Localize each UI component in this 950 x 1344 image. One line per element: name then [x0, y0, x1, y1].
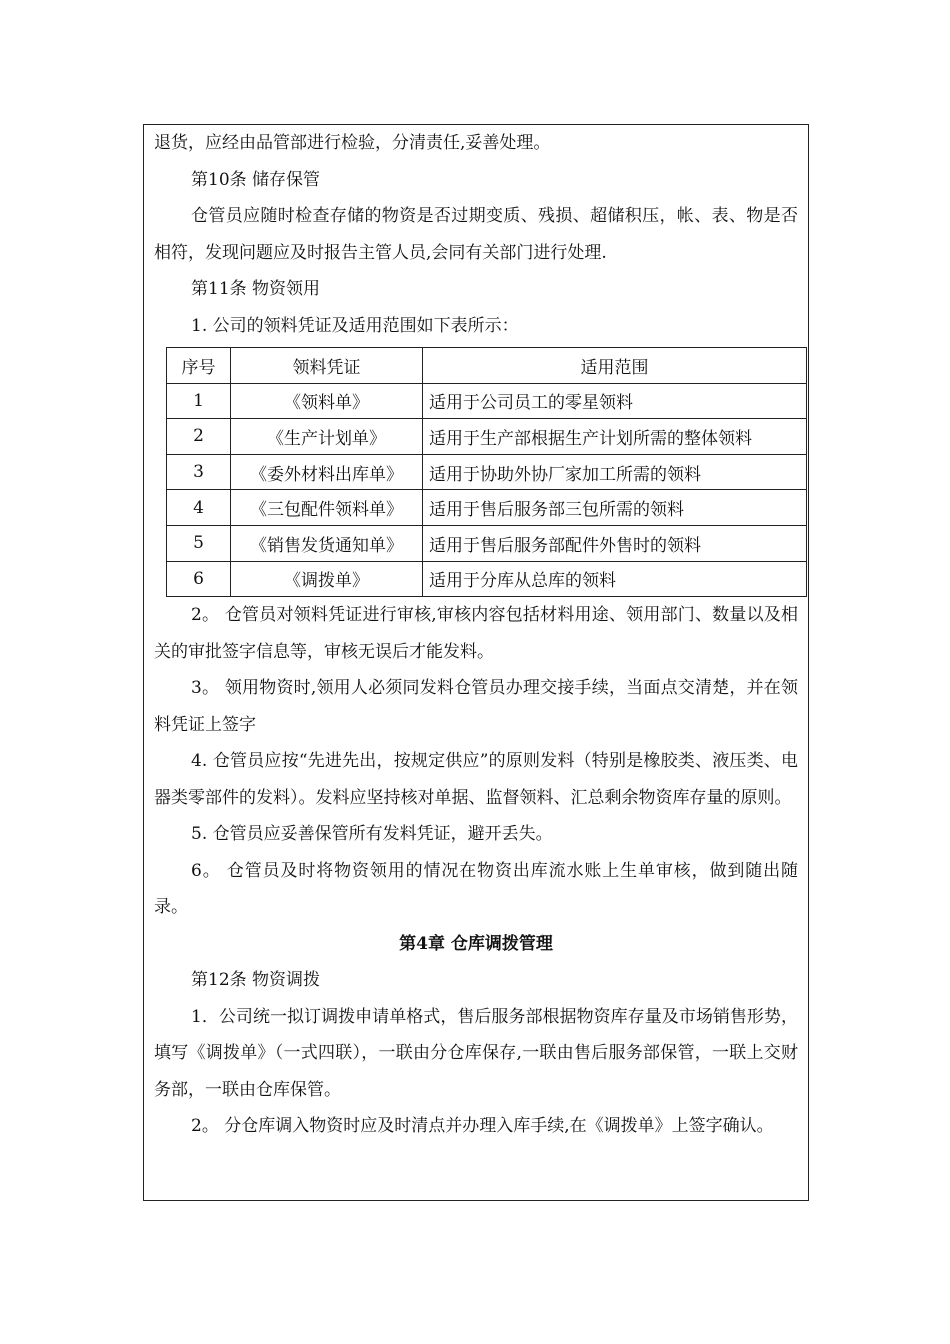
table-cell: 5	[167, 525, 231, 561]
article-12-heading: 第12条 物资调拨	[191, 970, 321, 991]
table-header-cell: 领料凭证	[231, 348, 423, 384]
table-cell: 《三包配件领料单》	[231, 490, 423, 526]
table-cell: 6	[167, 561, 231, 597]
paragraph: 4. 仓管员应按“先进先出，按规定供应”的原则发料（特别是橡胶类、液压类、电器类零部件的发料）。发料应坚持核对单据、监督领料、汇总剩余物资库存量的原则。	[154, 751, 798, 808]
paragraph: 退货，应经由品管部进行检验，分清责任,妥善处理。	[154, 133, 551, 153]
table-row	[167, 383, 807, 419]
table-row	[167, 561, 807, 597]
table-row	[167, 454, 807, 490]
table-cell: 适用于公司员工的零星领料	[423, 383, 807, 419]
chapter-title: 第4章 仓库调拨管理	[399, 933, 553, 954]
paragraph: 1．公司统一拟订调拨申请单格式，售后服务部根据物资库存量及市场销售形势，填写《调拨单》（一式四联），一联由分仓库保存,一联由售后服务部保管，一联上交财务部，一联由仓库保管。	[154, 1006, 798, 1100]
table-cell: 《生产计划单》	[231, 419, 423, 455]
paragraph: 6。 仓管员及时将物资领用的情况在物资出库流水账上生单审核，做到随出随录。	[154, 860, 798, 918]
table-cell: 《领料单》	[231, 383, 423, 419]
article-10-heading: 第10条 储存保管	[191, 169, 321, 190]
paragraph: 3。 领用物资时,领用人必须同发料仓管员办理交接手续，当面点交清楚，并在领料凭证上签字	[154, 678, 798, 735]
table-cell: 适用于分库从总库的领料	[423, 561, 807, 597]
table-cell: 1	[167, 383, 231, 419]
paragraph: 仓管员应随时检查存储的物资是否过期变质、残损、超储积压，帐、表、物是否相符，发现问题应及时报告主管人员,会同有关部门进行处理.	[154, 206, 798, 263]
table-row	[167, 525, 807, 561]
table-cell: 4	[167, 490, 231, 526]
article-11-heading: 第11条 物资领用	[191, 279, 321, 299]
table-cell: 适用于售后服务部三包所需的领料	[423, 490, 807, 526]
table-cell: 2	[167, 419, 231, 455]
table-cell: 适用于协助外协厂家加工所需的领料	[423, 454, 807, 490]
paragraph: 2。 仓管员对领料凭证进行审核,审核内容包括材料用途、领用部门、数量以及相关的审批签字信息等，审核无误后才能发料。	[154, 605, 798, 662]
table-cell: 《调拨单》	[231, 561, 423, 597]
voucher-table	[166, 347, 807, 597]
table-header-row	[167, 348, 807, 384]
table-cell: 适用于生产部根据生产计划所需的整体领料	[423, 419, 807, 455]
paragraph: 5. 仓管员应妥善保管所有发料凭证，避开丢失。	[191, 824, 553, 845]
table-row	[167, 490, 807, 526]
document-frame	[143, 124, 809, 1201]
paragraph: 2。 分仓库调入物资时应及时清点并办理入库手续,在《调拨单》上签字确认。	[191, 1116, 774, 1137]
table-header-cell: 序号	[167, 348, 231, 384]
paragraph: 1. 公司的领料凭证及适用范围如下表所示：	[191, 315, 519, 336]
table-cell: 适用于售后服务部配件外售时的领料	[423, 525, 807, 561]
table-cell: 《销售发货通知单》	[231, 525, 423, 561]
table-cell: 《委外材料出库单》	[231, 454, 423, 490]
table-cell: 3	[167, 454, 231, 490]
document-body	[144, 125, 808, 1145]
table-row	[167, 419, 807, 455]
table-header-cell: 适用范围	[423, 348, 807, 384]
